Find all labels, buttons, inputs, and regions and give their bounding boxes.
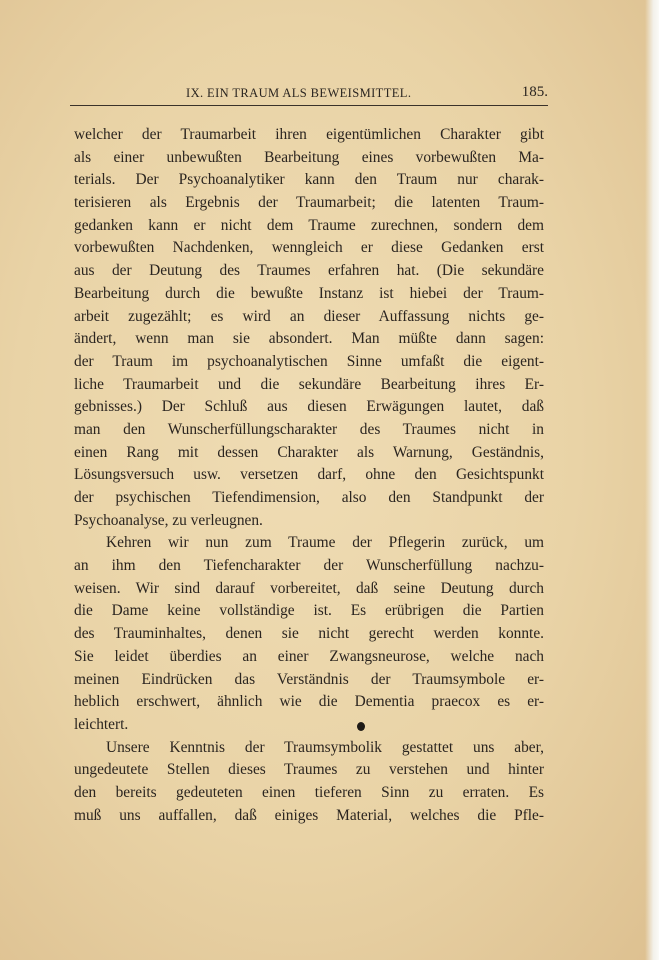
text-line: gebnisses.) Der Schluß aus diesen Erwägungen lautet, daß <box>74 398 544 416</box>
text-line: heblich erschwert, ähnlich wie die Dementia praecox es er- <box>74 693 544 711</box>
body-text <box>74 124 544 827</box>
text-line: arbeit zugezählt; es wird an dieser Auffassung nichts ge- <box>74 307 544 325</box>
page-header <box>70 86 548 104</box>
text-line: meinen Eindrücken das Verständnis der Traumsymbole er- <box>74 670 544 688</box>
text-line: einen Rang mit dessen Charakter als Warnung, Geständnis, <box>74 443 544 461</box>
text-line: weisen. Wir sind darauf vorbereitet, daß seine Deutung durch <box>74 579 544 597</box>
text-line: Lösungsversuch usw. versetzen darf, ohne den Gesichtspunkt <box>74 466 544 484</box>
text-line: den bereits gedeuteten einen tieferen Sinn zu erraten. Es <box>74 783 544 801</box>
page-edge <box>645 0 659 960</box>
text-line: des Trauminhaltes, denen sie nicht gerecht werden konnte. <box>74 625 544 643</box>
text-line: welcher der Traumarbeit ihren eigentümlichen Charakter gibt <box>74 126 544 143</box>
text-line: muß uns auffallen, daß einiges Material, welches die Pfle- <box>74 806 544 824</box>
running-head: IX. EIN TRAUM ALS BEWEISMITTEL. <box>186 86 412 100</box>
text-line: aus der Deutung des Traumes erfahren hat. (Die sekundäre <box>74 262 544 280</box>
text-line: man den Wunscherfüllungscharakter des Traumes nicht in <box>74 420 544 438</box>
text-line: vorbewußten Nachdenken, wenngleich er diese Gedanken erst <box>74 239 544 257</box>
ink-blot <box>357 722 365 731</box>
paragraph-start-line: Unsere Kenntnis der Traumsymbolik gestattet uns aber, <box>106 738 544 756</box>
paragraph-start-line: Kehren wir nun zum Traume der Pflegerin zurück, um <box>106 534 544 552</box>
text-line: terisieren als Ergebnis der Traumarbeit; die latenten Traum- <box>74 194 544 212</box>
page-number: 185. <box>521 84 548 100</box>
header-rule <box>70 105 548 106</box>
text-line: liche Traumarbeit und die sekundäre Bearbeitung ihres Er- <box>74 375 544 393</box>
text-line: als einer unbewußten Bearbeitung eines vorbewußten Ma- <box>74 148 544 166</box>
text-line: die Dame keine vollständige ist. Es erübrigen die Partien <box>74 602 544 620</box>
text-line: ungedeutete Stellen dieses Traumes zu verstehen und hinter <box>74 761 544 779</box>
text-line: gedanken kann er nicht dem Traume zurechnen, sondern dem <box>74 216 544 234</box>
text-line: an ihm den Tiefencharakter der Wunscherfüllung nachzu- <box>74 557 544 575</box>
text-line: terials. Der Psychoanalytiker kann den Traum nur charak- <box>74 171 544 189</box>
text-line: ändert, wenn man sie absondert. Man müßte dann sagen: <box>74 330 544 348</box>
paragraph-end-line: leichtert. <box>74 715 129 733</box>
text-line: Sie leidet überdies an einer Zwangsneurose, welche nach <box>74 647 544 665</box>
paragraph-end-line: Psychoanalyse, zu verleugnen. <box>74 511 263 529</box>
text-line: Bearbeitung durch die bewußte Instanz ist hiebei der Traum- <box>74 284 544 302</box>
text-line: der Traum im psychoanalytischen Sinne umfaßt die eigent- <box>74 352 544 370</box>
text-line: der psychischen Tiefendimension, also den Standpunkt der <box>74 489 544 506</box>
